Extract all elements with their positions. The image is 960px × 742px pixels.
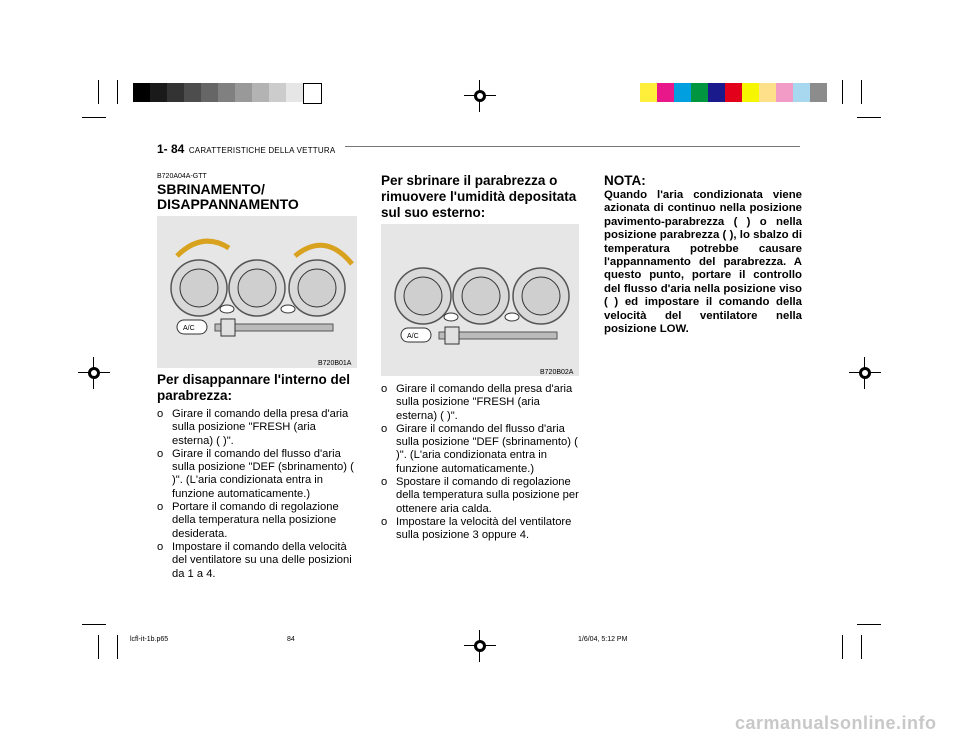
section-heading: SBRINAMENTO/ DISAPPANNAMENTO [157,181,299,212]
list-item: o Girare il comando del flusso d'aria sulla posizione "DEF (sbrinamento) ( )". (L'aria condizionata entra in funzione automaticamente.) [381,422,578,475]
page-number: 1- 84 [157,142,185,156]
list-item: o Spostare il comando di regolazione della temperatura sulla posizione per ottenere aria calda. [381,476,579,515]
crop-mark [842,80,843,104]
footer-file: lcfl-it-1b.p65 [130,636,169,643]
note-text: Quando l'aria condizionata viene azionata di continuo nella posizione pavimento-parabrezza ( ) o nella posizione parabrezza ( ), lo sbalzo di temperatura potrebbe causare l'appannamento del parabrezza. A questo punto, portare il controllo del flusso d'aria nella posizione viso ( ) ed impostare il comando della velocità del ventilatore nella posizione LOW. [604,189,802,336]
instruction-list [157,408,357,581]
crop-mark [857,117,881,118]
crop-mark [82,117,106,118]
page-header [157,140,335,158]
gray-swatch [303,83,322,104]
color-swatch [674,83,691,102]
registration-mark-icon [470,636,490,656]
hvac-panel-illustration [381,224,579,376]
color-swatch [708,83,725,102]
gray-swatch [218,83,235,102]
color-swatch [657,83,674,102]
ac-button-label: A/C [407,333,419,340]
color-swatch [759,83,776,102]
list-item: o Impostare la velocità del ventilatore sulla posizione 3 oppure 4. [381,515,572,542]
figure-caption: B720B02A [540,369,574,376]
header-rule [345,146,800,147]
crop-mark [857,624,881,625]
crop-mark [861,80,862,104]
gray-swatch [252,83,269,102]
hvac-panel-illustration [157,216,357,368]
color-swatch [725,83,742,102]
crop-mark [98,80,99,104]
figure-caption: B720B01A [318,360,352,367]
hvac-panel-figure-2 [381,224,579,376]
gray-swatch [235,83,252,102]
hvac-panel-figure-1 [157,216,357,368]
gray-swatch [201,83,218,102]
gray-swatch [133,83,150,102]
list-item: o Impostare il comando della velocità del ventilatore su una delle posizioni da 1 a 4. [157,540,352,580]
subsection-heading: Per sbrinare il parabrezza o rimuovere l'umidità depositata sul suo esterno: [381,173,577,220]
crop-mark [117,80,118,104]
color-swatch [742,83,759,102]
gray-swatch [269,83,286,102]
color-swatch [793,83,810,102]
crop-mark [98,635,99,659]
list-item: o Girare il comando della presa d'aria sulla posizione "FRESH (aria esterna) ( )". [381,383,573,422]
crop-mark [842,635,843,659]
section-code: B720A04A-GTT [157,173,207,180]
crop-mark [861,635,862,659]
ac-button-label: A/C [183,325,195,332]
gray-swatch [167,83,184,102]
registration-mark-icon [855,363,875,383]
list-item: o Girare il comando della presa d'aria sulla posizione "FRESH (aria esterna) ( )". [157,408,349,447]
gray-swatch [286,83,303,102]
instruction-list [381,383,579,543]
color-swatch [640,83,657,102]
subsection-heading: Per disappannare l'interno del parabrezza: [157,372,351,403]
section-title: CARATTERISTICHE DELLA VETTURA [188,146,336,155]
gray-swatch [150,83,167,102]
watermark: carmanualsonline.info [735,713,937,733]
note-heading: NOTA: [604,173,646,188]
list-item: o Girare il comando del flusso d'aria sulla posizione "DEF (sbrinamento) ( )". (L'aria condizionata entra in funzione automaticamente.) [157,447,354,500]
registration-mark-icon [470,86,490,106]
color-swatch [776,83,793,102]
gray-swatch [184,83,201,102]
color-swatch [691,83,708,102]
footer-page: 84 [287,636,295,643]
footer-date: 1/6/04, 5:12 PM [578,636,628,643]
list-item: o Portare il comando di regolazione della temperatura nella posizione desiderata. [157,501,339,540]
crop-mark [117,635,118,659]
registration-mark-icon [84,363,104,383]
crop-mark [82,624,106,625]
color-swatch [810,83,827,102]
